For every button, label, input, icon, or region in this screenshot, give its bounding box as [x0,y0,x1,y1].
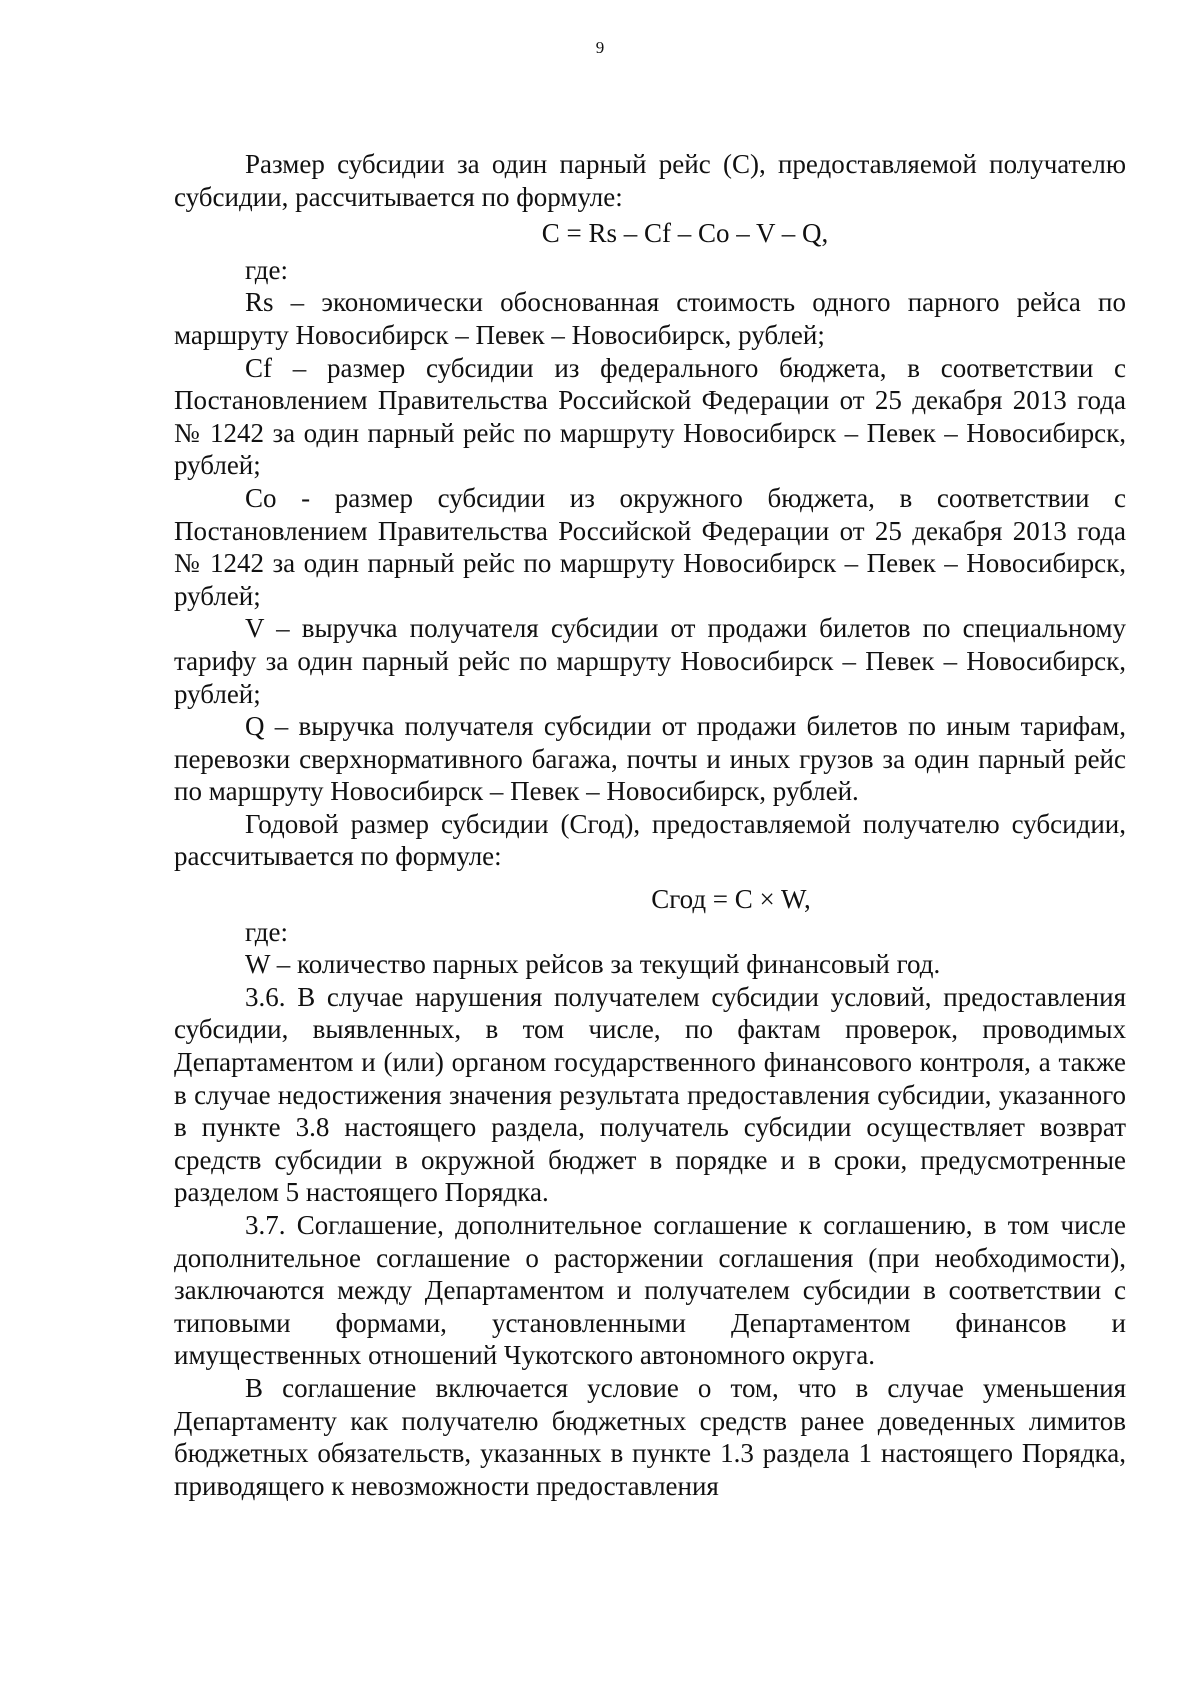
document-body [174,148,1126,1502]
formula-annual-subsidy: Cгод = C × W, [651,884,811,915]
paragraph-clause-3-6: 3.6. В случае нарушения получателем субсидии условий, предоставления субсидии, выявленных, в том числе, по фактам проверок, проводимых Департаментом и (или) органом государственного финансового контроля, а также в случае недостижения значения результата предоставления субсидии, указанного в пункте 3.8 настоящего раздела, получатель субсидии осуществляет возврат средств субсидии в окружной бюджет в порядке и в сроки, предусмотренные разделом 5 настоящего Порядка. [174,981,1126,1208]
formula-subsidy-per-flight: C = Rs – Cf – Co – V – Q, [541,218,829,249]
paragraph-subsidy-size-intro: Размер субсидии за один парный рейс (C), предоставляемой получателю субсидии, рассчитывается по формуле: [174,149,1126,212]
paragraph-clause-3-7: 3.7. Соглашение, дополнительное соглашение к соглашению, в том числе дополнительное соглашение о расторжении соглашения (при необходимости), заключаются между Департаментом и получателем субсидии в соответствии с типовыми формами, установленными Департаментом финансов и имущественных отношений Чукотского автономного округа. [174,1210,1126,1371]
page-number: 9 [595,38,605,57]
paragraph-def-q: Q – выручка получателя субсидии от продажи билетов по иным тарифам, перевозки сверхнормативного багажа, почты и иных грузов за один парный рейс по маршруту Новосибирск – Певек – Новосибирск, рублей. [174,711,1126,807]
paragraph-def-cf: Cf – размер субсидии из федерального бюджета, в соответствии с Постановлением Правительства Российской Федерации от 25 декабря 2013 года № 1242 за один парный рейс по маршруту Новосибирск – Певек – Новосибирск, рублей; [174,352,1126,481]
paragraph-annual-subsidy-intro: Годовой размер субсидии (Cгод), предоставляемой получателю субсидии, рассчитывается по формуле: [174,808,1126,872]
paragraph-def-v: V – выручка получателя субсидии от продажи билетов по специальному тарифу за один парный рейс по маршруту Новосибирск – Певек – Новосибирск, рублей; [174,613,1126,709]
paragraph-def-co: Co - размер субсидии из окружного бюджета, в соответствии с Постановлением Правительства Российской Федерации от 25 декабря 2013 года № 1242 за один парный рейс по маршруту Новосибирск – Певек – Новосибирск, рублей; [174,482,1126,611]
paragraph-def-w: W – количество парных рейсов за текущий финансовый год. [245,949,941,980]
paragraph-where-1: где: [245,254,288,285]
paragraph-def-rs: Rs – экономически обоснованная стоимость одного парного рейса по маршруту Новосибирск – Певек – Новосибирск, рублей; [174,287,1126,350]
paragraph-where-2: где: [245,916,288,947]
paragraph-agreement-condition: В соглашение включается условие о том, что в случае уменьшения Департаменту как получателю бюджетных средств ранее доведенных лимитов бюджетных обязательств, указанных в пункте 1.3 раздела 1 настоящего Порядка, приводящего к невозможности предоставления [174,1372,1126,1501]
